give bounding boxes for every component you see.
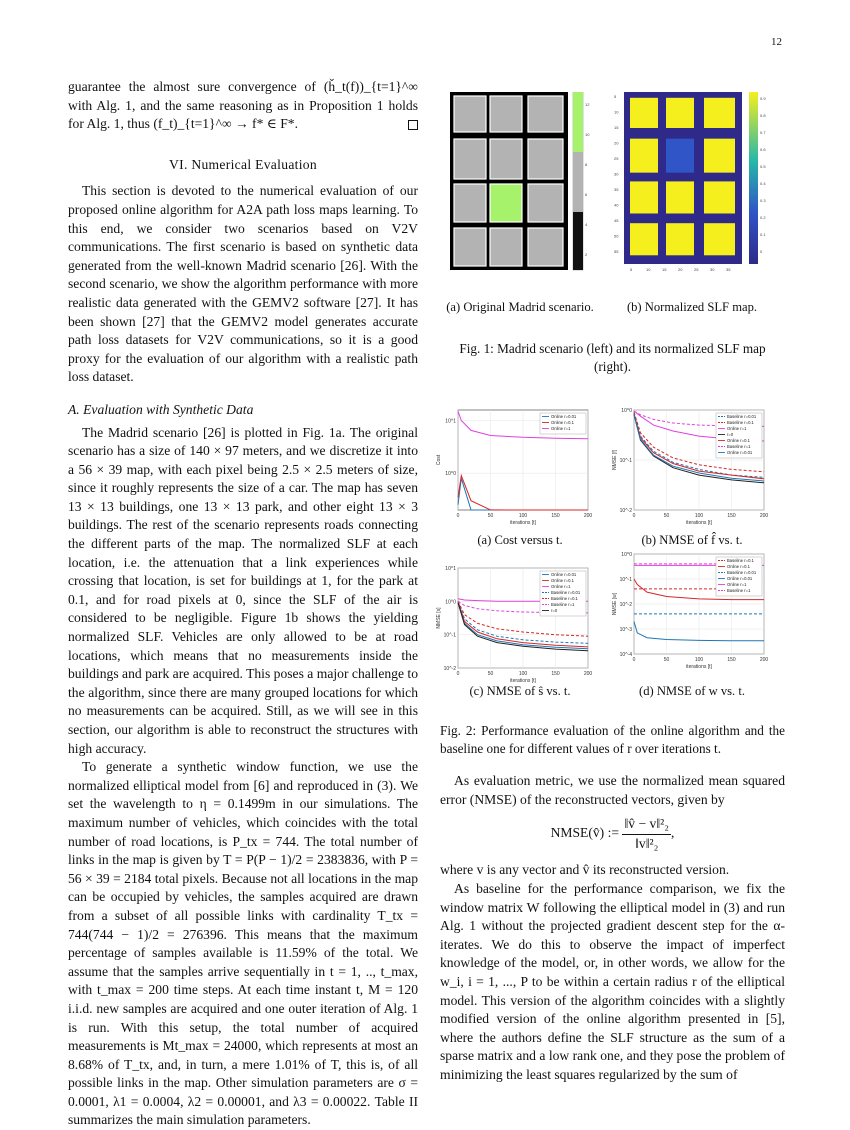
colorbar-tick-label: 2 (585, 252, 588, 257)
x-tick-label: 200 (759, 657, 769, 663)
y-tick-label: 10 (614, 109, 619, 115)
x-tick-label: 150 (551, 513, 560, 519)
colorbar-tick-label: 0.8 (760, 113, 766, 118)
legend-label: Online r=0.1 (727, 564, 750, 569)
colorbar-tick-label: 12 (585, 102, 590, 107)
y-tick-label: 10^0 (445, 471, 456, 478)
colorbar-tick-label: 0.6 (760, 147, 766, 152)
y-tick-label: 55 (614, 249, 619, 254)
metric-paragraph: As evaluation metric, we use the normalized mean squared error (NMSE) of the reconstructed vectors, given by (440, 773, 785, 807)
legend-label: Baseline r=1 (727, 588, 751, 593)
y-tick-label: 10^0 (621, 408, 632, 414)
legend-label: r=0 (551, 608, 558, 613)
legend-label: Online r=1 (551, 426, 571, 431)
x-axis-label: iterations [t] (510, 520, 536, 526)
x-axis-label: iterations [t] (686, 520, 712, 526)
park-block (490, 184, 522, 222)
legend-label: Online r=0.01 (551, 414, 577, 419)
y-axis-label: Cost (436, 454, 442, 466)
x-tick-label: 50 (487, 513, 494, 519)
x-tick-label: 150 (727, 657, 736, 663)
madrid-scenario-figure (450, 92, 590, 272)
y-tick-label: 40 (614, 202, 619, 208)
y-tick-label: 35 (614, 187, 619, 192)
x-tick-label: 35 (726, 267, 731, 272)
x-tick-label: 0 (456, 513, 460, 519)
legend-label: Online r=1 (551, 584, 571, 589)
slf-building-cell (704, 139, 735, 173)
y-tick-label: 10^-4 (619, 652, 632, 658)
nmse-w-chart (606, 546, 778, 674)
x-tick-label: 200 (583, 671, 593, 677)
colorbar-tick-label: 0 (760, 249, 763, 254)
y-axis-label: NMSE [w] (612, 592, 618, 616)
slf-building-cell (630, 223, 658, 255)
building-block (454, 184, 486, 222)
slf-building-cell (704, 223, 735, 255)
y-tick-label: 50 (614, 233, 619, 239)
y-tick-label: 10^-2 (619, 508, 632, 514)
legend-label: Online r=0.1 (727, 438, 750, 443)
legend-label: Baseline r=0.1 (727, 558, 754, 563)
fig2a-subcaption: (a) Cost versus t. (477, 533, 563, 547)
y-tick-label: 10^-3 (619, 627, 632, 633)
window-paragraph: To generate a synthetic window function, we use the normalized elliptical model from [6] and reproduced in (3). We set the wavelength to η = 0.1499m in our simulations. The maximum number of vehicles, which coincides with the total number of road locations, is P_tx = 744. The total number of links in the map is given by T = P(P − 1)/2 = 2383836, with P = 56 × 39 = 2184 total pixels. Because not all locations in the map can be occupied by vehicles, the samples acquired are drawn from a subset of all possible links with cardinality T_tx = 744(744 − 1)/2 = 276396. This means that the maximum percentage of samples available is 11.59% of the total. We assume that the samples arrive sequentially in t = 1, .., t_max, with t_max = 200 time steps. At each time instant t, M = 120 i.i.d. new samples are acquired and one outer iteration of Alg. 1 is run. With this setup, the total number of acquired measurements is Mt_max = 24000, which represents at most an 8.68% of T_tx, and, in turn, a mere 1.01% of T, this is, of all possible links in the map. Other simulation parameters are σ = 0.0001, λ1 = 0.0004, λ2 = 0.00001, and λ3 = 0.00022. Table II summarizes the main simulation parameters. (68, 759, 418, 1128)
x-tick-label: 20 (678, 267, 683, 272)
building-block (528, 228, 563, 266)
colorbar-tick-label: 0.5 (760, 164, 766, 169)
right-column-text (440, 772, 785, 1085)
section-title: VI. Numerical Evaluation (169, 156, 317, 172)
colorbar-tick-label: 10 (585, 132, 590, 137)
madrid-paragraph: The Madrid scenario [26] is plotted in Fig. 1a. The original scenario has a size of 140 × 97 meters, and we discretize it into a 56 × 39 map, with each pixel being 2.5 × 2.5 meters of size, since it roughly represents the size of a car. The map has seven 13 × 13 buildings, one 13 × 13 park, and other eight 13 × 3 buildings. The rest of the scenario represents roads connecting the different parts of the map. The normalized SLF at each location, i.e. the attenuation that a link experiences while crossing that location, is set for buildings at 1, for the park at 0.1, and for road pixels at 0, since the SLF of the air is considered to be negligible. Figure 1b shows the yielding normalized SLF. Vehicles are only allowed to be at road locations, which means that no measurements inside the buildings and park are acquired. This poses a major challenge to the algorithm, since there are many grouped locations for which no measurements can be acquired. Still, as we will see in this section, our algorithm is able to reconstruct the structures with high accuracy. (68, 424, 418, 756)
where-paragraph: where v is any vector and v̂ its reconstructed version. (440, 862, 730, 878)
subsection-title: A. Evaluation with Synthetic Data (68, 401, 254, 417)
building-block (528, 184, 563, 222)
x-tick-label: 10 (646, 267, 651, 272)
cost-chart (430, 402, 602, 530)
colorbar-tick-label: 0.1 (760, 232, 766, 237)
fig1b-subcaption: (b) Normalized SLF map. (626, 300, 758, 314)
legend-label: Online r=0.1 (551, 578, 574, 583)
slf-building-cell (630, 139, 658, 173)
x-tick-label: 0 (632, 657, 636, 663)
legend-label: Online r=0.01 (727, 450, 753, 455)
x-tick-label: 150 (727, 513, 736, 519)
x-tick-label: 30 (710, 267, 715, 272)
fig1-caption: Fig. 1: Madrid scenario (left) and its normalized SLF map (right). (459, 341, 766, 374)
x-tick-label: 100 (694, 513, 704, 519)
y-tick-label: 10^0 (621, 552, 632, 558)
y-tick-label: 10^0 (445, 599, 456, 606)
y-tick-label: 15 (614, 125, 619, 130)
fig2d-subcaption: (d) NMSE of w vs. t. (639, 684, 745, 698)
slf-map-figure (612, 92, 772, 272)
nmse-s-chart (430, 560, 602, 688)
colorbar-tick-label: 0.4 (760, 181, 766, 186)
y-tick-label: 10^-1 (443, 632, 456, 639)
colorbar-tick-label: 0.9 (760, 96, 766, 101)
equation-denominator: ‖v‖²₂ (635, 835, 659, 851)
y-tick-label: 30 (614, 171, 619, 177)
y-axis-label: NMSE [s] (436, 607, 442, 629)
slf-building-cell (630, 181, 658, 213)
x-tick-label: 100 (518, 513, 528, 519)
page-number: 12 (771, 36, 782, 48)
fig2c-subcaption: (c) NMSE of ŝ vs. t. (469, 684, 571, 698)
x-tick-label: 15 (662, 267, 667, 272)
legend-label: Online r=1 (727, 426, 747, 431)
x-tick-label: 0 (456, 671, 460, 677)
x-tick-label: 0 (632, 513, 636, 519)
x-axis-label: iterations [t] (686, 664, 712, 670)
legend-label: r=0 (727, 432, 734, 437)
x-tick-label: 100 (518, 671, 528, 677)
building-block (454, 139, 486, 179)
y-tick-label: 45 (614, 218, 619, 223)
qed-symbol (408, 120, 418, 130)
y-tick-label: 10^-1 (619, 458, 632, 464)
nmse-equation (440, 815, 785, 853)
slf-park-cell (666, 139, 694, 173)
legend-label: Baseline r=0.01 (727, 414, 757, 419)
x-tick-label: 50 (487, 671, 494, 677)
y-tick-label: 5 (614, 94, 617, 99)
building-block (454, 228, 486, 266)
proof-end-paragraph: guarantee the almost sure convergence of (ȟ_t(f))_{t=1}^∞ with Alg. 1, and the same reasoning as in Proposition 1 holds for Alg. 1, thus (f_t)_{t=1}^∞ → f* ∈ F*. (68, 79, 418, 132)
slf-building-cell (666, 98, 694, 128)
x-tick-label: 200 (759, 513, 769, 519)
madrid-colorbar-dark (573, 212, 583, 270)
legend-label: Baseline r=0.1 (727, 420, 754, 425)
building-block (490, 228, 522, 266)
y-tick-label: 25 (614, 156, 619, 161)
colorbar-tick-label: 0.2 (760, 215, 766, 220)
slf-building-cell (630, 98, 658, 128)
y-tick-label: 20 (614, 140, 619, 146)
colorbar-tick-label: 0.7 (760, 130, 766, 135)
equation-tail: , (670, 825, 675, 841)
fig2b-subcaption: (b) NMSE of f̂ vs. t. (641, 533, 743, 547)
legend-label: Baseline r=1 (551, 602, 575, 607)
slf-building-cell (666, 223, 694, 255)
x-tick-label: 150 (551, 671, 560, 677)
building-block (528, 139, 563, 179)
equation-numerator: ‖v̂ − v‖²₂ (622, 815, 671, 835)
y-tick-label: 10^-2 (443, 666, 456, 672)
slf-building-cell (704, 98, 735, 128)
x-tick-label: 50 (663, 657, 670, 663)
intro-paragraph: This section is devoted to the numerical evaluation of our proposed online algorithm for A2A path loss maps learning. To this end, we consider two scenarios based on V2V communications. The first scenario is based on synthetic data generated from the well-known Madrid scenario [26]. With the second scenario, we show the algorithm performance with more realistic data generated with the GEMV2 software [27]. It has been shown [27] that the GEMV2 model generates accurate path loss datasets for V2V communications, so it is a good proxy for the evaluation of our algorithm with a realistic path loss dataset. (68, 183, 418, 385)
left-column (68, 78, 418, 1130)
x-tick-label: 200 (583, 513, 593, 519)
legend-label: Online r=0.1 (551, 420, 574, 425)
building-block (454, 96, 486, 132)
legend-label: Online r=0.01 (551, 572, 577, 577)
colorbar-tick-label: 6 (585, 192, 588, 197)
madrid-colorbar-building (573, 152, 583, 212)
legend-label: Online r=0.01 (727, 576, 753, 581)
fig1a-subcaption: (a) Original Madrid scenario. (446, 300, 594, 314)
y-tick-label: 10^-1 (619, 577, 632, 583)
building-block (490, 96, 522, 132)
y-tick-label: 10^-2 (619, 602, 632, 608)
x-tick-label: 5 (630, 267, 633, 272)
fig2-caption: Fig. 2: Performance evaluation of the online algorithm and the baseline one for different values of r over iterations t. (440, 723, 785, 756)
y-tick-label: 10^1 (445, 566, 456, 572)
x-axis-label: iterations [t] (510, 678, 536, 684)
x-tick-label: 100 (694, 657, 704, 663)
legend-label: Baseline r=1 (727, 444, 751, 449)
y-axis-label: NMSE [f] (612, 449, 618, 471)
x-tick-label: 25 (694, 267, 699, 272)
building-block (528, 96, 563, 132)
x-tick-label: 50 (663, 513, 670, 519)
baseline-paragraph: As baseline for the performance comparison, we fix the window matrix W following the elliptical model in (3) and run Alg. 1 without the projected gradient descent step for the α-iterates. We do this to observe the impact of imperfect knowledge of the model, or, in other words, we allow for the w_i, i = 1, ..., P to be within a certain radius r of the elliptical model. This version of the algorithm coincides with a slightly modified version of the online algorithm presented in [5], where the authors define the SLF structure as the sum of a sparse matrix and a low rank one, and they pose the problem of minimizing the least squares regularized by the sum of (440, 880, 785, 1082)
equation-fraction (622, 815, 671, 853)
legend-label: Baseline r=0.1 (551, 596, 578, 601)
slf-building-cell (666, 181, 694, 213)
legend-label: Online r=1 (727, 582, 747, 587)
colorbar-tick-label: 8 (585, 162, 588, 167)
nmse-f-chart (606, 402, 778, 530)
slf-building-cell (704, 181, 735, 213)
legend-label: Baseline r=0.01 (727, 570, 757, 575)
legend-label: Baseline r=0.01 (551, 590, 581, 595)
slf-colorbar (749, 92, 758, 264)
y-tick-label: 10^1 (445, 418, 456, 425)
building-block (490, 139, 522, 179)
colorbar-tick-label: 4 (585, 222, 588, 227)
madrid-colorbar-park (573, 92, 583, 152)
colorbar-tick-label: 0.3 (760, 198, 766, 203)
equation-lhs: NMSE(v̂) := (550, 825, 620, 841)
